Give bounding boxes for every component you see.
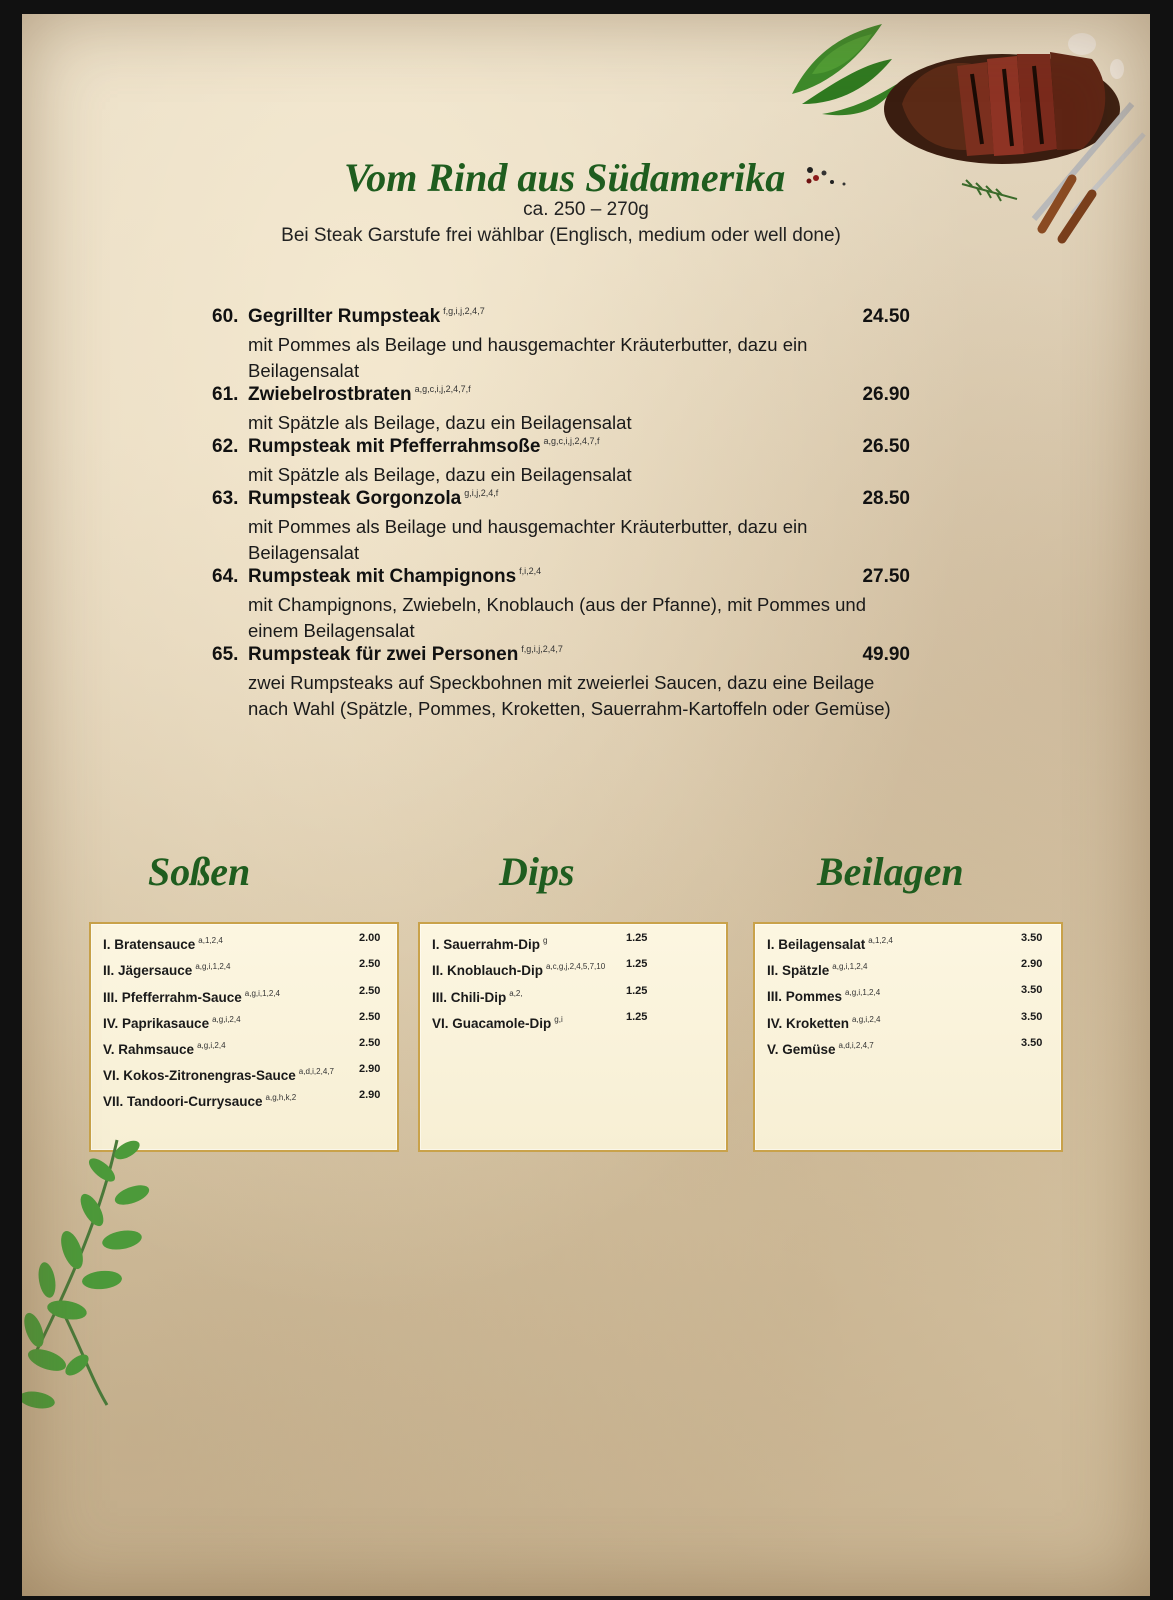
dish-list: [212, 306, 912, 722]
item-name: I. Sauerrahm-Dip $^g$: [432, 936, 548, 952]
list-item: [767, 956, 1047, 982]
item-price: 1.25: [626, 958, 648, 970]
list-item: [432, 930, 712, 956]
dish-price: 26.90: [862, 384, 910, 405]
herb-sprig-icon: [792, 24, 897, 115]
dish-price: 28.50: [862, 488, 910, 509]
dish-name: Rumpsteak für zwei Personen $^{f,g,i,j,2,4,7}$: [248, 644, 563, 665]
dish-name: Rumpsteak mit Champignons $^{f,i,2,4}$: [248, 566, 542, 587]
item-price: 3.50: [1021, 984, 1043, 996]
list-item: [103, 1009, 383, 1035]
item-name: III. Chili-Dip $^{a,2,}$: [432, 989, 523, 1005]
dish-name: Gegrillter Rumpsteak $^{f,g,i,j,2,4,7}$: [248, 306, 485, 327]
item-name: III. Pfefferrahm-Sauce $^{a,g,i,1,2,4}$: [103, 989, 280, 1005]
dish-name: Rumpsteak Gorgonzola $^{g,i,j,2,4,f}$: [248, 488, 499, 509]
item-price: 2.90: [359, 1063, 381, 1075]
dish-number: 63.: [212, 488, 239, 509]
dish-description: mit Pommes als Beilage und hausgemachter Kräuterbutter, dazu ein Beilagensalat: [248, 516, 808, 563]
allergen-codes: a,g,i,1,2,4: [195, 962, 231, 971]
list-item: [767, 1035, 1047, 1061]
item-price: 2.90: [359, 1089, 381, 1101]
allergen-codes: a,g,i,2,4: [197, 1041, 226, 1050]
item-price: 1.25: [626, 932, 648, 944]
dish-number: 62.: [212, 436, 239, 457]
item-name: V. Gemüse $^{a,d,i,2,4,7}$: [767, 1041, 874, 1057]
list-item: [432, 956, 712, 982]
item-name: V. Rahmsauce $^{a,g,i,2,4}$: [103, 1041, 226, 1057]
item-price: 3.50: [1021, 932, 1043, 944]
item-price: 2.50: [359, 985, 381, 997]
allergen-codes: a,g,i,2,4: [852, 1015, 881, 1024]
item-price: 2.50: [359, 958, 381, 970]
allergen-codes: a,d,i,2,4,7: [298, 1067, 334, 1076]
list-item: [103, 1061, 383, 1087]
list-item: [432, 1009, 712, 1035]
item-name: IV. Paprikasauce $^{a,g,i,2,4}$: [103, 1015, 241, 1031]
dish-name: Rumpsteak mit Pfefferrahmsoße $^{a,g,c,i,j,2,4,7,f}$: [248, 436, 600, 457]
list-item: [767, 1009, 1047, 1035]
allergen-codes: g,i,j,2,4,f: [464, 488, 499, 498]
item-name: IV. Kroketten $^{a,g,i,2,4}$: [767, 1015, 881, 1031]
item-price: 2.50: [359, 1037, 381, 1049]
allergen-codes: a,2,: [509, 989, 523, 998]
allergen-codes: a,g,i,1,2,4: [244, 989, 280, 998]
dish-name: Zwiebelrostbraten $^{a,g,c,i,j,2,4,7,f}$: [248, 384, 471, 405]
dish-description: zwei Rumpsteaks auf Speckbohnen mit zweierlei Saucen, dazu eine Beilage nach Wahl (Spätzle, Pommes, Kroketten, Sauerrahm-Kartoffeln oder Gemüse): [248, 672, 891, 719]
dish-description: mit Champignons, Zwiebeln, Knoblauch (aus der Pfanne), mit Pommes und einem Beilagensalat: [248, 594, 866, 641]
allergen-codes: f,g,i,j,2,4,7: [443, 306, 485, 316]
item-price: 2.50: [359, 1011, 381, 1023]
item-price: 3.50: [1021, 1011, 1043, 1023]
doneness-note: Bei Steak Garstufe frei wählbar (Englisch, medium oder well done): [281, 225, 841, 246]
allergen-codes: a,g,c,i,j,2,4,7,f: [543, 436, 600, 446]
item-name: I. Bratensauce $^{a,1,2,4}$: [103, 936, 223, 952]
dips-title: Dips: [499, 849, 575, 894]
beilagen-box: [753, 922, 1063, 1152]
item-name: II. Spätzle $^{a,g,i,1,2,4}$: [767, 962, 868, 978]
dish-number: 60.: [212, 306, 239, 327]
item-name: II. Knoblauch-Dip $^{a,c,g,j,2,4,5,7,10}$: [432, 962, 606, 978]
allergen-codes: a,c,g,j,2,4,5,7,10: [546, 962, 606, 971]
list-item: [767, 982, 1047, 1008]
allergen-codes: g: [543, 936, 548, 945]
list-item: [767, 930, 1047, 956]
dish-item: [212, 566, 912, 644]
allergen-codes: a,d,i,2,4,7: [838, 1041, 874, 1050]
allergen-codes: a,1,2,4: [198, 936, 223, 945]
dish-item: [212, 384, 912, 436]
dish-item: [212, 306, 912, 384]
item-price: 2.90: [1021, 958, 1043, 970]
item-name: I. Beilagensalat $^{a,1,2,4}$: [767, 936, 893, 952]
allergen-codes: a,g,h,k,2: [265, 1093, 297, 1102]
dish-description: mit Spätzle als Beilage, dazu ein Beilagensalat: [248, 412, 632, 433]
item-name: VI. Kokos-Zitronengras-Sauce $^{a,d,i,2,4,7}$: [103, 1067, 334, 1083]
sossen-box: [89, 922, 399, 1152]
dish-number: 65.: [212, 644, 239, 665]
leaf-branch-icon: [22, 1130, 162, 1430]
item-name: III. Pommes $^{a,g,i,1,2,4}$: [767, 988, 881, 1004]
weight-note: ca. 250 – 270g: [523, 199, 649, 220]
dish-price: 27.50: [862, 566, 910, 587]
allergen-codes: a,1,2,4: [868, 936, 893, 945]
page-title: Vom Rind aus Südamerika: [344, 155, 786, 200]
item-price: 3.50: [1021, 1037, 1043, 1049]
list-item: [432, 983, 712, 1009]
menu-page: [22, 14, 1150, 1596]
item-price: 2.00: [359, 932, 381, 944]
dish-description: mit Pommes als Beilage und hausgemachter Kräuterbutter, dazu ein Beilagensalat: [248, 334, 808, 381]
allergen-codes: a,g,i,2,4: [212, 1015, 241, 1024]
allergen-codes: a,g,i,1,2,4: [845, 988, 881, 997]
item-name: II. Jägersauce $^{a,g,i,1,2,4}$: [103, 962, 231, 978]
dish-price: 49.90: [862, 644, 910, 665]
list-item: [103, 983, 383, 1009]
allergen-codes: a,g,i,1,2,4: [832, 962, 868, 971]
sossen-title: Soßen: [148, 849, 251, 894]
allergen-codes: f,g,i,j,2,4,7: [521, 644, 563, 654]
dish-number: 61.: [212, 384, 239, 405]
dish-item: [212, 644, 912, 722]
beilagen-title: Beilagen: [817, 849, 964, 894]
dips-box: [418, 922, 728, 1152]
item-name: VII. Tandoori-Currysauce $^{a,g,h,k,2}$: [103, 1093, 297, 1109]
allergen-codes: g,i: [554, 1015, 563, 1024]
item-name: VI. Guacamole-Dip $^{g,i}$: [432, 1015, 563, 1031]
list-item: [103, 1087, 383, 1113]
item-price: 1.25: [626, 985, 648, 997]
dish-price: 24.50: [862, 306, 910, 327]
pepper-garnish-icon: [804, 164, 854, 190]
allergen-codes: f,i,2,4: [519, 566, 542, 576]
list-item: [103, 956, 383, 982]
list-item: [103, 1035, 383, 1061]
dish-number: 64.: [212, 566, 239, 587]
list-item: [103, 930, 383, 956]
item-price: 1.25: [626, 1011, 648, 1023]
allergen-codes: a,g,c,i,j,2,4,7,f: [414, 384, 471, 394]
dish-description: mit Spätzle als Beilage, dazu ein Beilagensalat: [248, 464, 632, 485]
dish-price: 26.50: [862, 436, 910, 457]
dish-item: [212, 488, 912, 566]
dish-item: [212, 436, 912, 488]
